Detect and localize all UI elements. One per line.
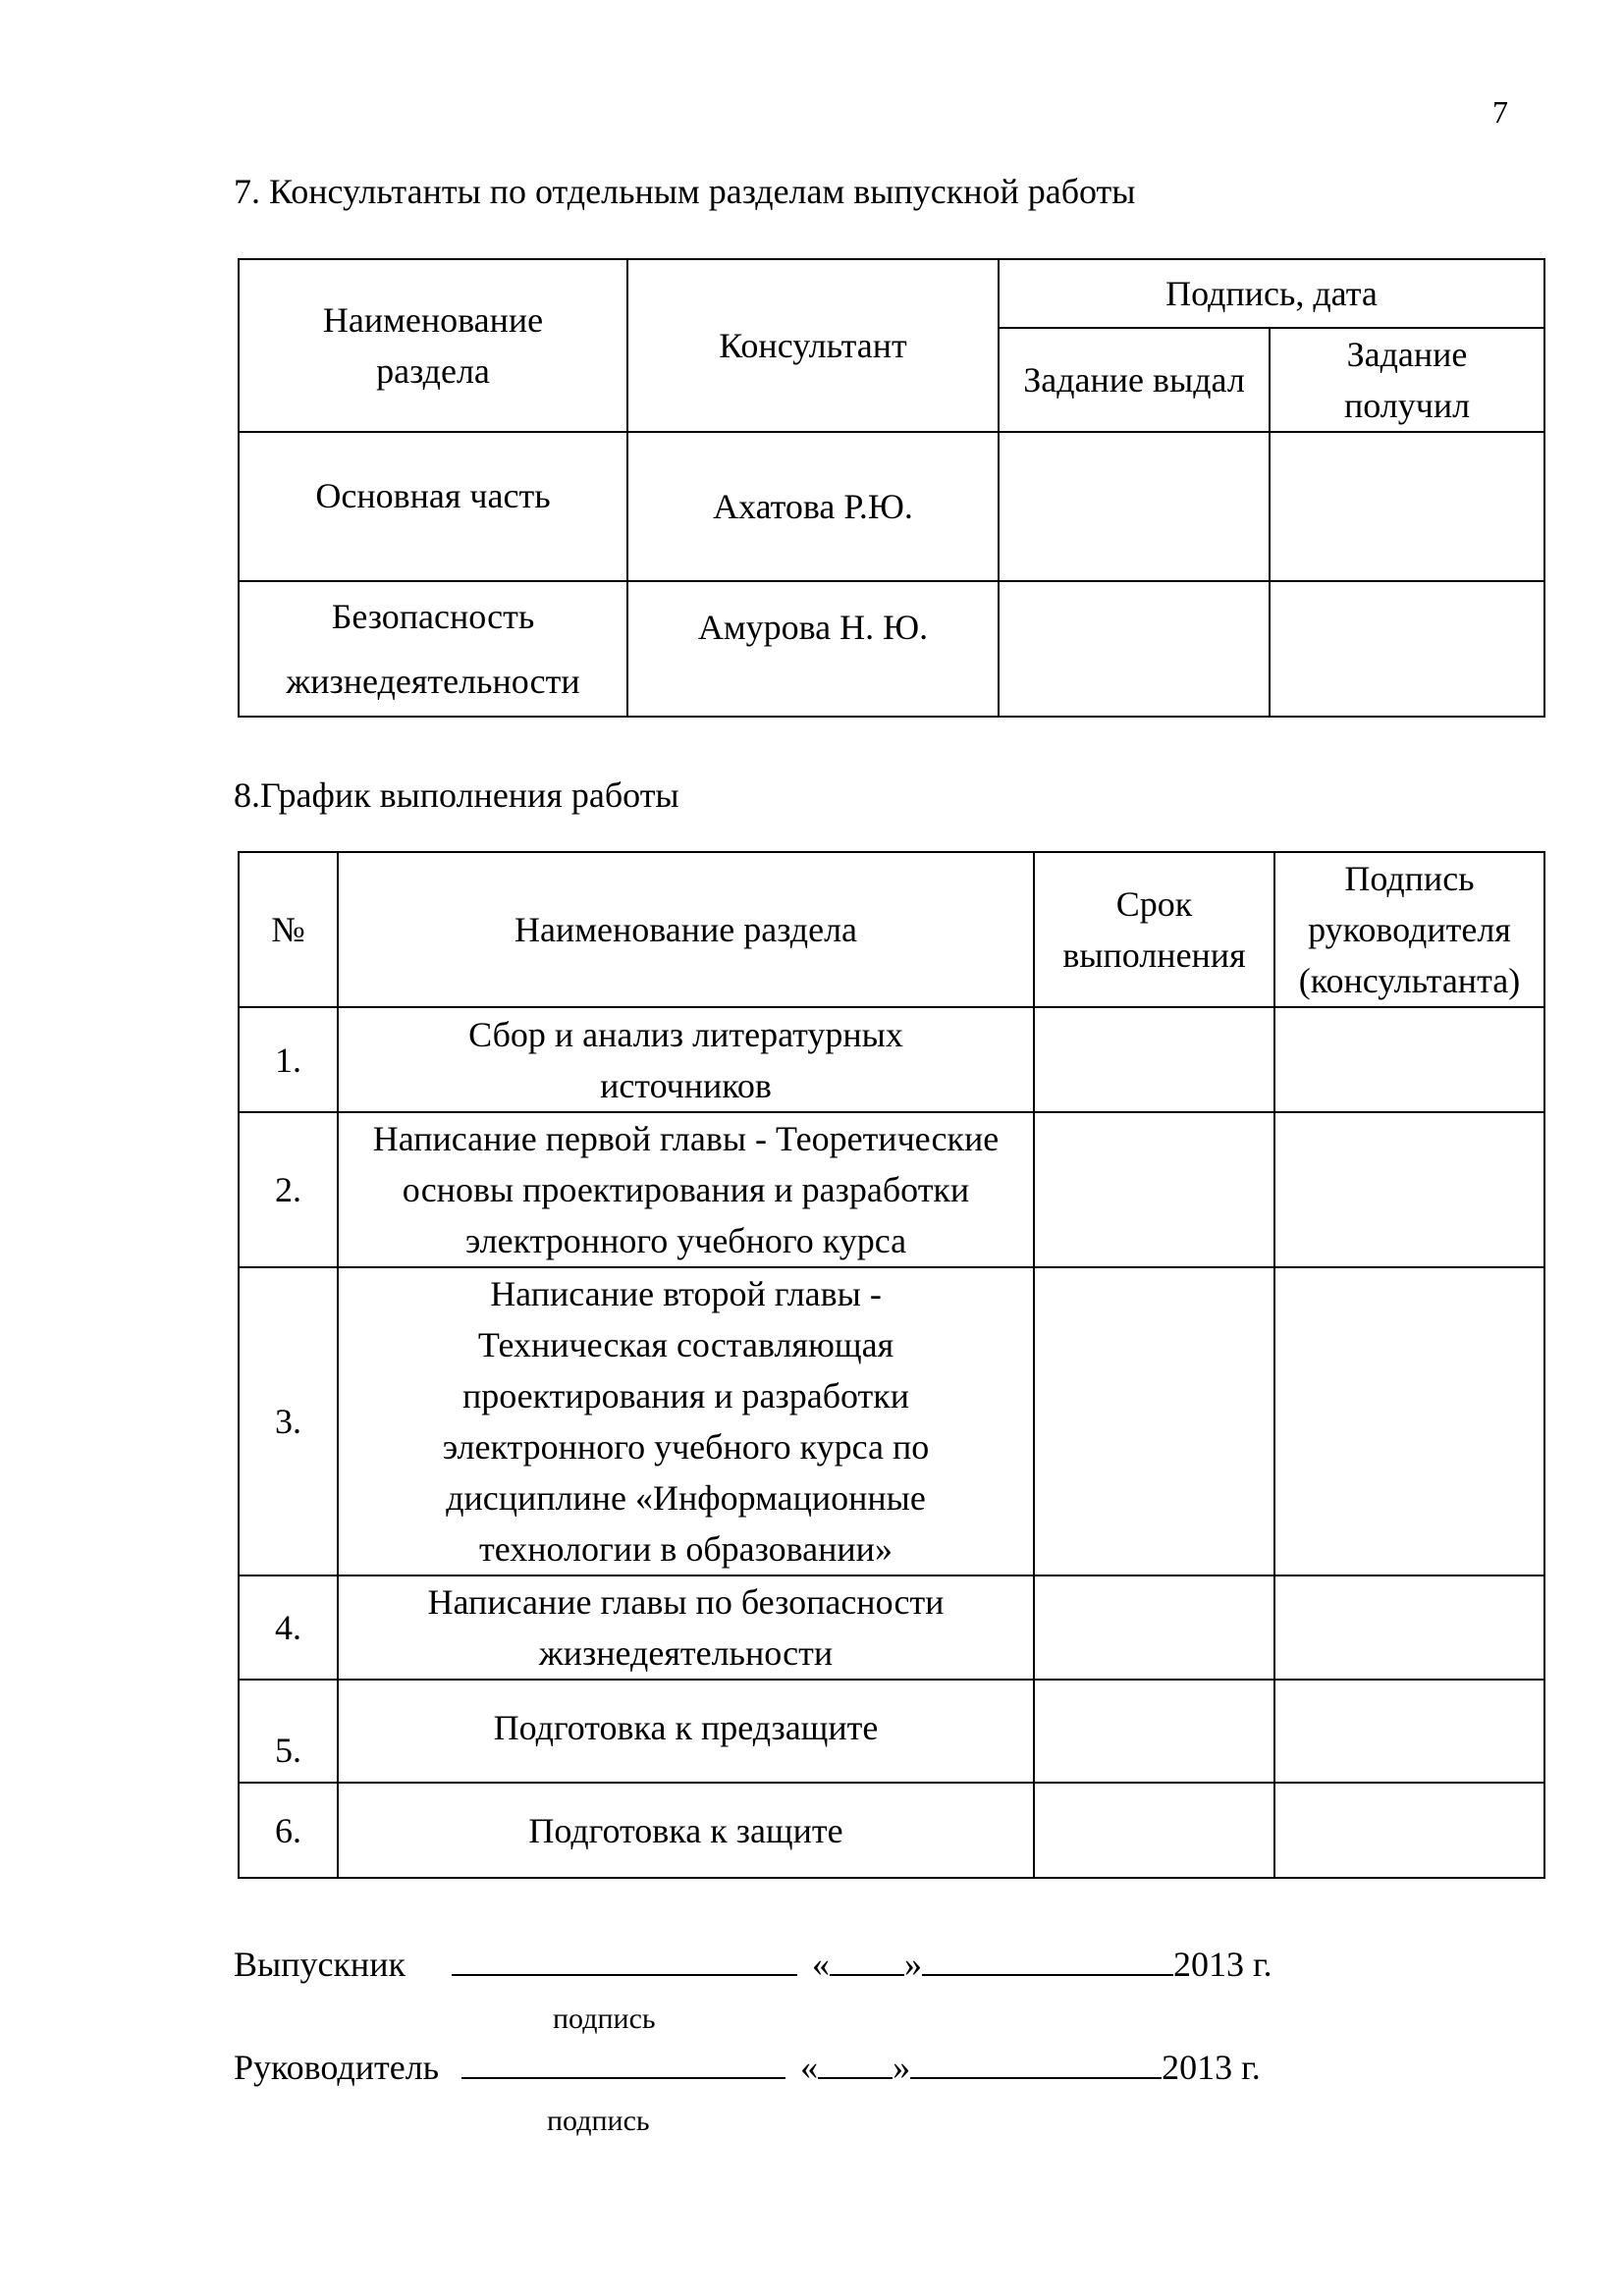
row-name: Подготовка к защите xyxy=(338,1783,1034,1878)
header-supervisor-signature: Подпись руководителя (консультанта) xyxy=(1274,852,1544,1007)
row-name: Написание первой главы - Теоретические основы проектирования и разработки электронного учебного курса xyxy=(338,1112,1034,1267)
page-number: 7 xyxy=(1492,94,1508,130)
signature-cell xyxy=(1270,432,1544,581)
year-label: 2013 г. xyxy=(1172,1945,1272,1984)
row-number: 3. xyxy=(239,1267,338,1575)
row-number: 6. xyxy=(239,1783,338,1878)
signature-blank xyxy=(452,1939,797,1976)
table-row xyxy=(239,1680,1544,1783)
month-blank xyxy=(910,2042,1162,2079)
table-row xyxy=(239,1007,1544,1112)
row-name: Написание главы по безопасности жизнедеятельности xyxy=(338,1575,1034,1680)
supervisor-signature-line xyxy=(234,2042,1261,2088)
row-number: 5. xyxy=(239,1680,338,1783)
row-consultant: Ахатова Р.Ю. xyxy=(627,432,999,581)
signature-cell xyxy=(999,432,1270,581)
day-blank xyxy=(818,2042,893,2079)
deadline-cell xyxy=(1034,1783,1274,1878)
consultants-table xyxy=(238,258,1545,718)
deadline-cell xyxy=(1034,1267,1274,1575)
deadline-cell xyxy=(1034,1680,1274,1783)
row-section: Основная часть xyxy=(239,432,627,581)
signature-blank xyxy=(461,2042,785,2079)
close-quote: » xyxy=(903,1945,922,1984)
graduate-label: Выпускник xyxy=(234,1945,406,1984)
signature-cell xyxy=(1274,1783,1544,1878)
row-name: Написание второй главы - Техническая составляющая проектирования и разработки электронного учебного курса по дисциплине «Информационные технологии в образовании» xyxy=(338,1267,1034,1575)
day-blank xyxy=(830,1939,904,1976)
signature-cell xyxy=(1274,1267,1544,1575)
header-section-name: Наименование раздела xyxy=(239,259,627,432)
signature-caption: подпись xyxy=(553,2002,656,2035)
open-quote: « xyxy=(811,1945,830,1984)
header-consultant: Консультант xyxy=(627,259,999,432)
deadline-cell xyxy=(1034,1007,1274,1112)
table-row xyxy=(239,581,1544,717)
section-7-heading: 7. Консультанты по отдельным разделам выпускной работы xyxy=(234,172,1136,211)
row-name: Сбор и анализ литературных источников xyxy=(338,1007,1034,1112)
supervisor-label: Руководитель xyxy=(234,2048,440,2087)
header-number: № xyxy=(239,852,338,1007)
header-signature-date: Подпись, дата xyxy=(999,259,1544,328)
row-section: Безопасность жизнедеятельности xyxy=(239,581,627,717)
open-quote: « xyxy=(800,2048,819,2087)
row-consultant: Амурова Н. Ю. xyxy=(627,581,999,717)
header-task-issued: Задание выдал xyxy=(999,328,1270,432)
deadline-cell xyxy=(1034,1112,1274,1267)
signature-cell xyxy=(1274,1112,1544,1267)
year-label: 2013 г. xyxy=(1162,2048,1261,2087)
section-8-heading: 8.График выполнения работы xyxy=(234,775,679,815)
signature-caption: подпись xyxy=(547,2105,650,2137)
table-row xyxy=(239,432,1544,581)
header-deadline: Срок выполнения xyxy=(1034,852,1274,1007)
header-task-received: Задание получил xyxy=(1270,328,1544,432)
signature-cell xyxy=(999,581,1270,717)
month-blank xyxy=(922,1939,1173,1976)
signature-cell xyxy=(1274,1680,1544,1783)
deadline-cell xyxy=(1034,1575,1274,1680)
table-row xyxy=(239,1267,1544,1575)
close-quote: » xyxy=(893,2048,911,2087)
row-number: 4. xyxy=(239,1575,338,1680)
table-row xyxy=(239,1575,1544,1680)
graduate-signature-line xyxy=(234,1939,1272,1985)
signature-cell xyxy=(1274,1007,1544,1112)
row-number: 1. xyxy=(239,1007,338,1112)
table-row xyxy=(239,1112,1544,1267)
row-name: Подготовка к предзащите xyxy=(338,1680,1034,1783)
signature-cell xyxy=(1274,1575,1544,1680)
signature-cell xyxy=(1270,581,1544,717)
table-row xyxy=(239,1783,1544,1878)
schedule-table xyxy=(238,851,1545,1879)
row-number: 2. xyxy=(239,1112,338,1267)
header-section-name: Наименование раздела xyxy=(338,852,1034,1007)
